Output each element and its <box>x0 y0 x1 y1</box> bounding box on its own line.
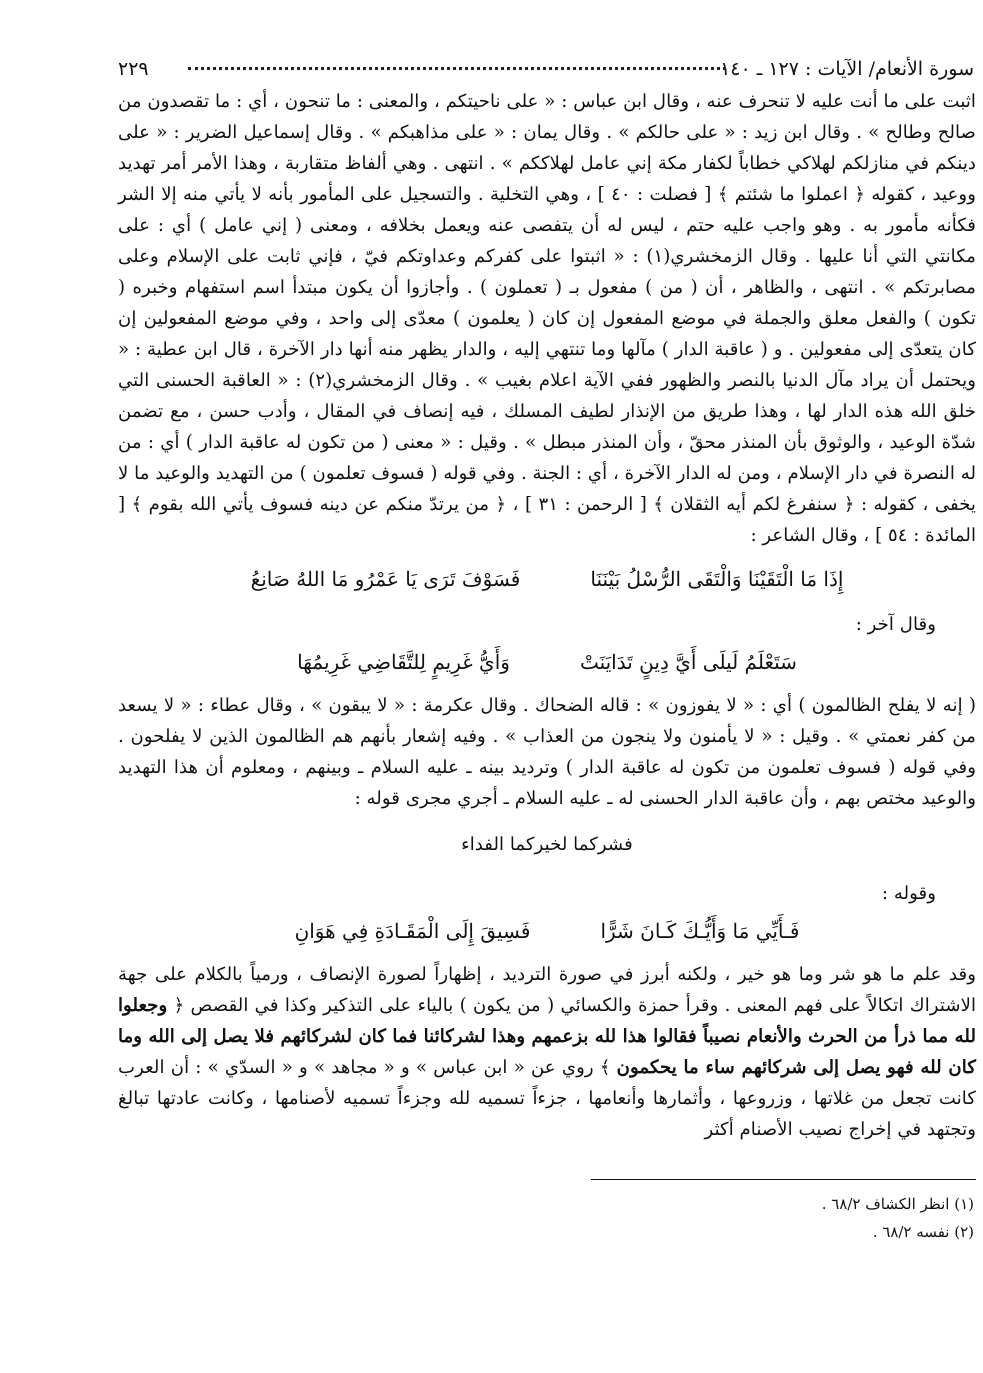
verse-3 <box>118 909 976 953</box>
surah-title: سورة الأنعام/ الآيات : ١٢٧ ـ ١٤٠ <box>720 58 974 80</box>
quoted-phrase: فشركما لخيركما الفداء <box>461 834 633 855</box>
verse-3-first-hemistich: فَـأَيِّي مَا وَأَيُّـكَ كَـانَ شَرًّا <box>600 919 800 943</box>
quran-quote: وجعلوا لله مما ذرأ من الحرث والأنعام نصيباً فقالوا هذا لله بزعمهم وهذا لشركائنا فما كان لشركائهم فلا يصل إلى الله وما كان لله فهو يصل إلى شركائهم ساء ما يحكمون <box>118 995 976 1078</box>
footnote-1: (١) انظر الكشاف ٦٨/٢ . <box>821 1195 974 1213</box>
verse-1-first-hemistich: إِذَا مَا الْتَقَيْنَا وَالْتَقَى الرُّسْلُ بَيْنَنَا <box>590 567 844 591</box>
running-header <box>118 52 976 86</box>
verse-2-second-hemistich: وَأَيُّ غَرِيمٍ لِلتَّقَاضِي غَرِيمُهَا <box>297 650 510 674</box>
paragraph-2: ( إنه لا يفلح الظالمون ) أي : « لا يفوزون » : قاله الضحاك . وقال عكرمة : « لا يبقون » ، وقال عطاء : « لا يسعد من كفر نعمتي » . وقيل : « لا يأمنون ولا ينجون من العذاب » . وفيه إشعار بأنهم هم الظالمون الذين لا يفلحون . وفي قوله ( فسوف تعلمون من تكون له عاقبة الدار ) وترديد بينه ـ عليه السلام ـ وبينهم ، ومعلوم أن هذا التهديد والوعيد مختص بهم ، وأن عاقبة الدار الحسنى له ـ عليه السلام ـ أجري مجرى قوله : <box>118 695 976 809</box>
footnote-separator <box>591 1179 976 1180</box>
verse-3-intro: وقوله : <box>881 883 936 904</box>
paragraph-3 <box>118 959 976 1145</box>
verse-2 <box>118 640 976 684</box>
footnote-2: (٢) نفسه ٦٨/٢ . <box>872 1223 974 1241</box>
verse-1 <box>118 557 976 601</box>
verse-2-first-hemistich: سَتَعْلَمُ لَيلَى أَيَّ دِينٍ تَدَايَنَتْ <box>579 650 797 674</box>
paragraph-3-start: وقد علم ما هو شر وما هو خير ، ولكنه أبرز في صورة الترديد ، إظهاراً لصورة الإنصاف ، ورمياً بالكلام على جهة الاشتراك اتكالاً على فهم المعنى . وقرأ حمزة والكسائي ( من يكون ) بالياء على التذكير وكذا في القصص ﴿ <box>118 964 976 1016</box>
verse-2-intro: وقال آخر : <box>855 614 936 635</box>
paragraph-3-end: ﴾ روي عن « ابن عباس » و « مجاهد » و « السدّي » : أن العرب كانت تجعل من غلاتها ، وزروعها ، وأثمارها وأنعامها ، جزءاً تسميه لله وجزءاً تسميه لأصنامها ، وكانت عادتها تبالغ وتجتهد في إخراج نصيب الأصنام أكثر <box>118 1057 976 1140</box>
header-leader-dots <box>188 67 726 70</box>
verse-3-second-hemistich: فَسِيقَ إِلَى الْمَقَـادَةِ فِي هَوَانِ <box>294 919 531 943</box>
book-page <box>118 52 976 1246</box>
page-number: ٢٢٩ <box>118 58 149 80</box>
verse-1-second-hemistich: فَسَوْفَ تَرَى يَا عَمْرُو مَا اللهُ صَانِعُ <box>250 567 521 591</box>
paragraph-1: اثبت على ما أنت عليه لا تنحرف عنه ، وقال ابن عباس : « على ناحيتكم ، والمعنى : ما تنحون ، أي : ما تقصدون من صالح وطالح » . وقال ابن زيد : « على حالكم » . وقال يمان : « على مذاهبكم » . وقال إسماعيل الضرير : « على دينكم في منازلكم لهلاكي خطاباً لكفار مكة إني عامل لهلاككم » . انتهى . وهي ألفاظ متقاربة ، وهذا الأمر أمر تهديد ووعيد ، كقوله ﴿ اعملوا ما شئتم ﴾ [ فصلت : ٤٠ ] ، وهي التخلية . والتسجيل على المأمور بأنه لا يأتي منه إلا الشر فكأنه مأمور به . وهو واجب عليه حتم ، ليس له أن يتفصى عنه ويعمل بخلافه ، ومعنى ( إني عامل ) أي : على مكانتي التي أنا عليها . وقال الزمخشري(١) : « اثبتوا على كفركم وعداوتكم فيّ ، فإني ثابت على الإسلام وعلى مصابرتكم » . انتهى ، والظاهر ، أن ( من ) مفعول بـ ( تعملون ) . وأجازوا أن يكون مبتدأ اسم استفهام وخبره ( تكون ) والفعل معلق والجملة في موضع المفعول إن كان ( يعلمون ) معدّى إلى واحد ، وفي موضع المفعولين إن كان يتعدّى إلى مفعولين . و ( عاقبة الدار ) مآلها وما تنتهي إليه ، والدار يظهر منه أنها دار الآخرة ، قال ابن عطية : « ويحتمل أن يراد مآل الدنيا بالنصر والظهور ففي الآية اعلام بغيب » . وقال الزمخشري(٢) : « العاقبة الحسنى التي خلق الله هذه الدار لها ، وهذا طريق من الإنذار لطيف المسلك ، فيه إنصاف في المقال ، وأدب حسن ، مع تضمن شدّة الوعيد ، والوثوق بأن المنذر محقّ ، وأن المنذر مبطل » . وقيل : « معنى ( من تكون له عاقبة الدار ) أي : من له النصرة في دار الإسلام ، ومن له الدار الآخرة ، أي : الجنة . وفي قوله ( فسوف تعلمون ) من التهديد والوعيد ما لا يخفى ، كقوله : ﴿ سنفرغ لكم أيه الثقلان ﴾ [ الرحمن : ٣١ ] ، ﴿ من يرتدّ منكم عن دينه فسوف يأتي الله بقوم ﴾ [ المائدة : ٥٤ ] ، وقال الشاعر : <box>118 91 976 546</box>
